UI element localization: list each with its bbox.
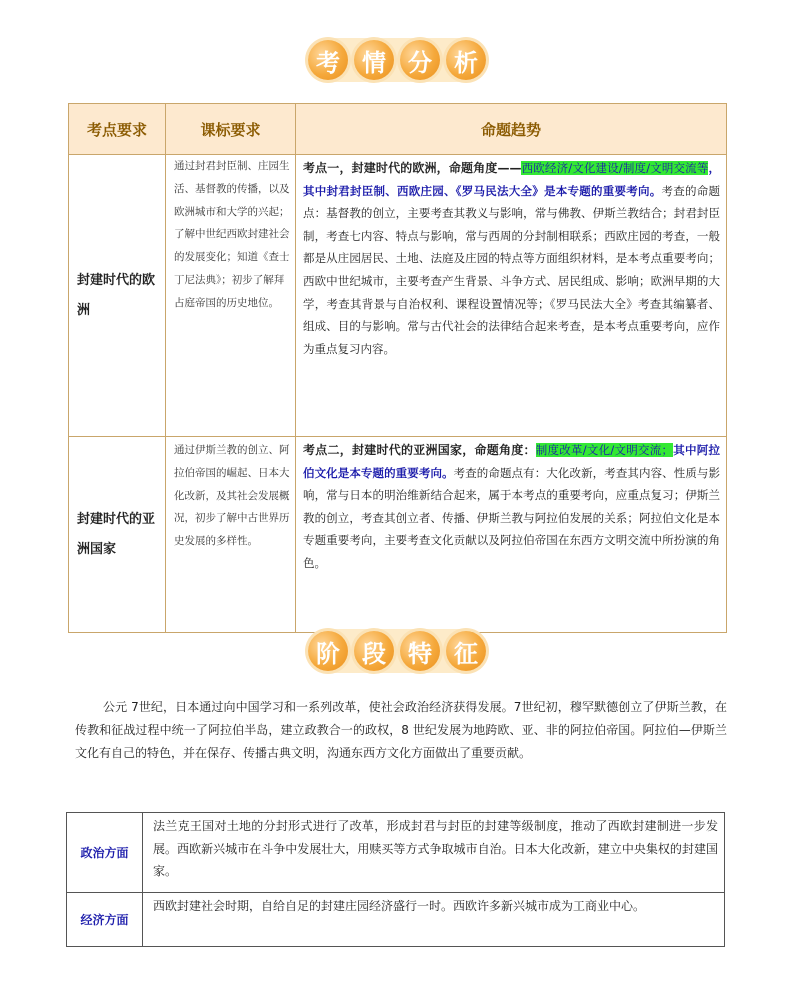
banner-char: 特 — [400, 631, 440, 671]
trend-body: 考查的命题点有：大化改新，考查其内容、性质与影响，常与日本的明治维新结合起来，属于本考点的重要考向，应重点复习；伊斯兰教的创立，考查其创立者、传播、伊斯兰教与阿拉伯发展的关系；阿拉伯文化是本专题重要考向，主要考查文化贡献以及阿拉伯帝国在东西方文明交流中所扮演的角色。 — [303, 465, 721, 570]
banner-char: 分 — [400, 40, 440, 80]
header-kebiao: 课标要求 — [166, 104, 296, 155]
stage-content: 法兰克王国对土地的分封形式进行了改革，形成封君与封臣的封建等级制度，推动了西欧封建制进一步发展。西欧新兴城市在斗争中发展壮大，用赎买等方式争取城市自治。日本大化改新，建立中央集权的封建国家。 — [143, 813, 725, 893]
banner-char: 阶 — [308, 631, 348, 671]
banner-jieduan — [0, 631, 794, 671]
table-row — [69, 437, 727, 633]
banner-char: 段 — [354, 631, 394, 671]
stage-paragraph: 公元 7世纪，日本通过向中国学习和一系列改革，使社会政治经济获得发展。7世纪初，穆罕默德创立了伊斯兰教，在传教和征战过程中统一了阿拉伯半岛，建立政教合一的政权，8 世纪发展为地跨欧、亚、非的阿拉伯帝国。阿拉伯—伊斯兰文化有自己的特色，并在保存、传播古典文明，沟通东西方文化方面做出了重要贡献。 — [75, 700, 727, 760]
stage-content: 西欧封建社会时期，自给自足的封建庄园经济盛行一时。西欧许多新兴城市成为工商业中心。 — [143, 893, 725, 947]
banner-char: 情 — [354, 40, 394, 80]
trend-cell — [296, 155, 727, 437]
standard-cell: 通过封君封臣制、庄园生活、基督教的传播，以及欧洲城市和大学的兴起；了解中世纪西欧封建社会的发展变化；知道《查士丁尼法典》；初步了解拜占庭帝国的历史地位。 — [166, 155, 296, 437]
header-kaodian: 考点要求 — [69, 104, 166, 155]
banner-char: 征 — [446, 631, 486, 671]
header-mingti: 命题趋势 — [296, 104, 727, 155]
analysis-header-row — [69, 104, 727, 155]
trend-body: 考查的命题点：基督教的创立，主要考查其教义与影响，常与佛教、伊斯兰教结合；封君封臣制，考查七内容、特点与影响，常与西周的分封制相联系；西欧庄园的考查，一般都是从庄园居民、土地、法庭及庄园的特点等方面组织材料，是本考点重要考向；西欧中世纪城市，主要考查产生背景、斗争方式、居民组成、影响；欧洲早期的大学，考查其背景与自治权利、课程设置情况等；《罗马民法大全》考查其编纂者、组成、目的与影响。常与古代社会的法律结合起来考查，是本考点重要考向，应作为重点复习内容。 — [303, 183, 720, 356]
stage-table — [66, 812, 725, 947]
analysis-table — [68, 103, 727, 633]
trend-emphasis: ，其中封君封臣制、西欧庄园、《罗马民法大全》是本专题的重要考向。 — [303, 161, 720, 198]
trend-highlight: 西欧经济/文化建设/制度/文明交流等 — [521, 161, 709, 175]
stage-label: 经济方面 — [67, 893, 143, 947]
stage-label: 政治方面 — [67, 813, 143, 893]
standard-cell: 通过伊斯兰教的创立、阿拉伯帝国的崛起、日本大化改新，及其社会发展概况，初步了解中古世界历史发展的多样性。 — [166, 437, 296, 633]
topic-cell — [69, 437, 166, 633]
trend-highlight: 制度改革/文化/文明交流； — [535, 443, 673, 457]
table-row — [67, 813, 725, 893]
table-row — [67, 893, 725, 947]
table-row — [69, 155, 727, 437]
topic-cell — [69, 155, 166, 437]
topic-text: 封建时代的欧洲 — [77, 272, 156, 318]
trend-cell — [296, 437, 727, 633]
banner-char: 考 — [308, 40, 348, 80]
trend-label: 考点一，封建时代的欧洲，命题角度—— — [303, 161, 522, 175]
banner-char: 析 — [446, 40, 486, 80]
trend-emphasis: 其中阿拉伯文化是本专题的重要考向。 — [303, 443, 720, 480]
banner-kaoqing — [0, 40, 794, 80]
trend-label: 考点二，封建时代的亚洲国家，命题角度： — [303, 443, 536, 457]
topic-text: 封建时代的亚洲国家 — [77, 511, 156, 557]
